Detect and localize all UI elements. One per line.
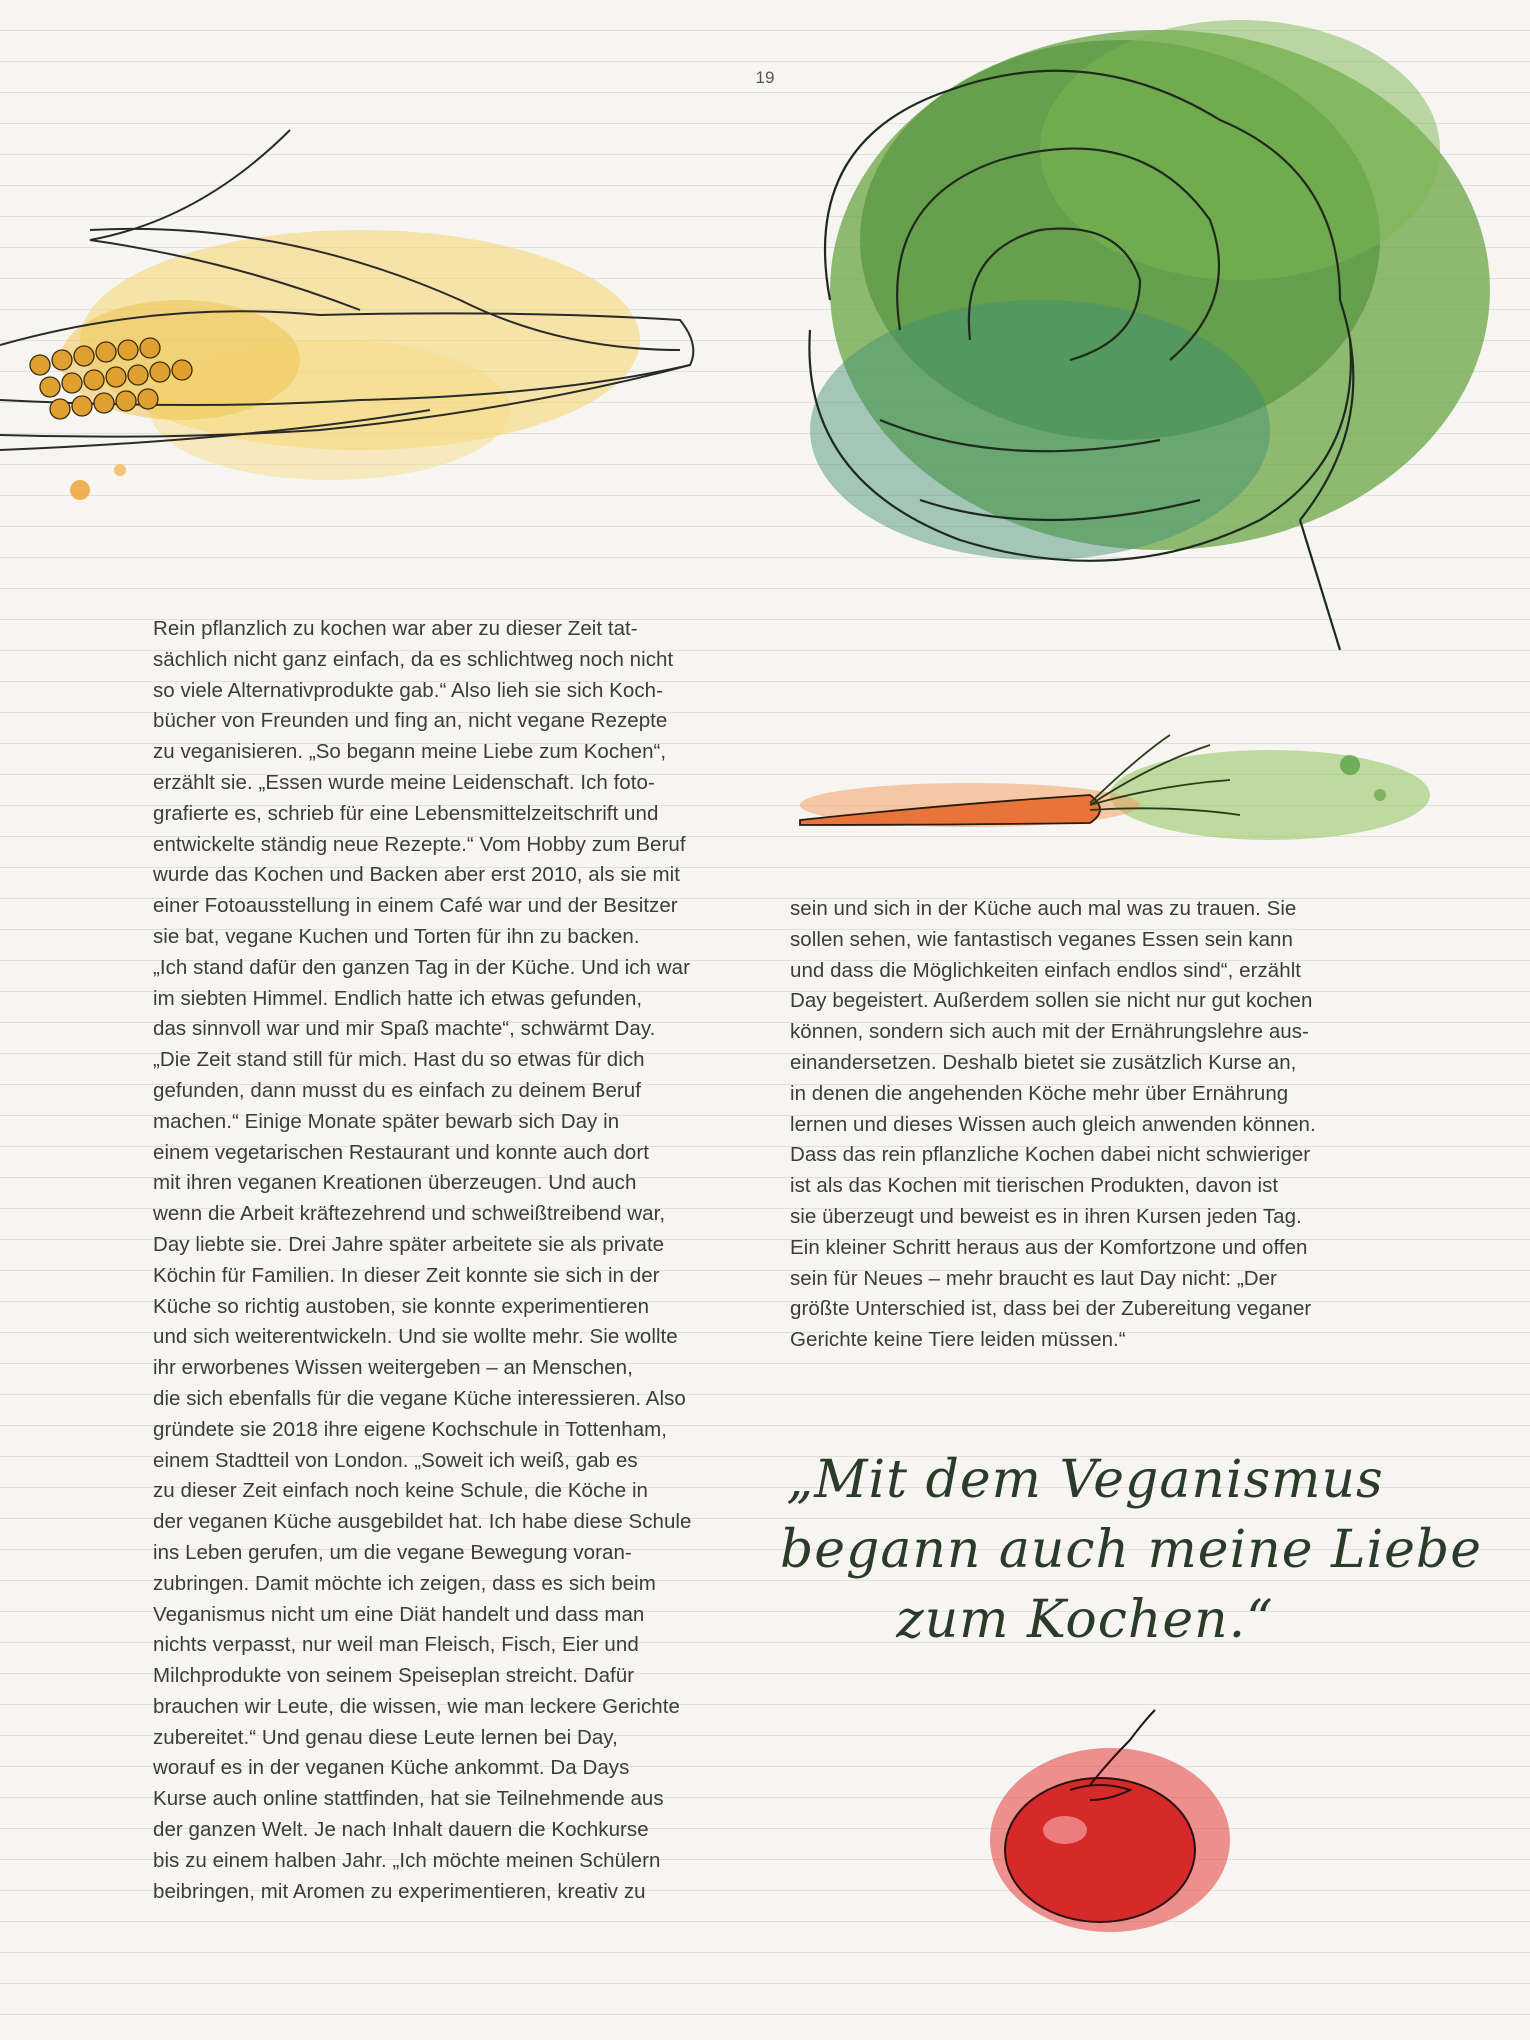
text-line: Kurse auch online stattfinden, hat sie Teilnehmende aus: [153, 1787, 664, 1811]
text-line: zubereitet.“ Und genau diese Leute lernen bei Day,: [153, 1725, 618, 1749]
text-line: und dass die Möglichkeiten einfach endlos sind“, erzählt: [790, 958, 1302, 982]
text-line: so viele Alternativprodukte gab.“ Also lieh sie sich Koch-: [153, 678, 663, 702]
corn-illustration: [0, 110, 740, 510]
text-line: Ein kleiner Schritt heraus aus der Komfortzone und offen: [790, 1235, 1308, 1259]
text-line: sein und sich in der Küche auch mal was zu trauen. Sie: [790, 897, 1297, 920]
text-line: sie bat, vegane Kuchen und Torten für ihn zu backen.: [153, 924, 640, 948]
text-line: bis zu einem halben Jahr. „Ich möchte meinen Schülern: [153, 1848, 661, 1872]
text-line: nichts verpasst, nur weil man Fleisch, Fisch, Eier und: [153, 1633, 639, 1657]
text-line: erzählt sie. „Essen wurde meine Leidenschaft. Ich foto-: [153, 770, 655, 794]
text-line: machen.“ Einige Monate später bewarb sich Day in: [153, 1109, 620, 1133]
pull-quote-line: begann auch meine Liebe: [780, 1520, 1482, 1580]
text-line: Köchin für Familien. In dieser Zeit konnte sie sich in der: [153, 1263, 660, 1287]
text-line: die sich ebenfalls für die vegane Küche interessieren. Also: [153, 1386, 686, 1410]
text-line: können, sondern sich auch mit der Ernährungslehre aus-: [790, 1020, 1309, 1044]
text-line: gefunden, dann musst du es einfach zu deinem Beruf: [153, 1078, 641, 1102]
text-line: Küche so richtig austoben, sie konnte experimentieren: [153, 1294, 650, 1318]
text-line: größte Unterschied ist, dass bei der Zubereitung veganer: [790, 1297, 1312, 1321]
pull-quote-line: zum Kochen.“: [896, 1590, 1274, 1650]
text-line: Gerichte keine Tiere leiden müssen.“: [790, 1328, 1126, 1352]
text-line: sollen sehen, wie fantastisch veganes Essen sein kann: [790, 927, 1293, 951]
cabbage-illustration: [740, 0, 1530, 660]
text-line: sächlich nicht ganz einfach, da es schlichtweg noch nicht: [153, 647, 674, 671]
text-line: der ganzen Welt. Je nach Inhalt dauern die Kochkurse: [153, 1818, 649, 1842]
text-line: sie überzeugt und beweist es in ihren Kursen jeden Tag.: [790, 1204, 1302, 1228]
text-line: wenn die Arbeit kräftezehrend und schweißtreibend war,: [153, 1202, 666, 1226]
text-line: und sich weiterentwickeln. Und sie wollte mehr. Sie wollte: [153, 1325, 678, 1349]
text-line: einer Fotoausstellung in einem Café war und der Besitzer: [153, 894, 678, 918]
text-line: Veganismus nicht um eine Diät handelt und dass man: [153, 1602, 645, 1626]
text-line: zu dieser Zeit einfach noch keine Schule, die Köche in: [153, 1479, 648, 1503]
text-line: einem Stadtteil von London. „Soweit ich weiß, gab es: [153, 1448, 638, 1472]
text-line: „Die Zeit stand still für mich. Hast du so etwas für dich: [153, 1048, 645, 1072]
text-line: in denen die angehenden Köche mehr über Ernährung: [790, 1081, 1289, 1105]
text-line: grafierte es, schrieb für eine Lebensmittelzeitschrift und: [153, 801, 659, 825]
pull-quote-line: „Mit dem Veganismus: [786, 1450, 1384, 1510]
text-line: „Ich stand dafür den ganzen Tag in der Küche. Und ich war: [153, 955, 690, 979]
text-line: ins Leben gerufen, um die vegane Bewegung voran-: [153, 1540, 632, 1564]
text-line: sein für Neues – mehr braucht es laut Day nicht: „Der: [790, 1266, 1277, 1290]
text-line: worauf es in der veganen Küche ankommt. Da Days: [153, 1756, 630, 1780]
text-line: zu veganisieren. „So begann meine Liebe zum Kochen“,: [153, 740, 667, 764]
text-line: das sinnvoll war und mir Spaß machte“, schwärmt Day.: [153, 1017, 656, 1041]
text-line: der veganen Küche ausgebildet hat. Ich habe diese Schule: [153, 1510, 692, 1534]
text-line: Milchprodukte von seinem Speiseplan streicht. Dafür: [153, 1664, 635, 1688]
text-line: ihr erworbenes Wissen weitergeben – an Menschen,: [153, 1356, 633, 1380]
tomato-illustration: [970, 1700, 1250, 1940]
text-line: Rein pflanzlich zu kochen war aber zu dieser Zeit tat-: [153, 617, 638, 640]
text-line: wurde das Kochen und Backen aber erst 2010, als sie mit: [153, 863, 680, 887]
text-line: bücher von Freunden und fing an, nicht vegane Rezepte: [153, 709, 668, 733]
text-line: Day liebte sie. Drei Jahre später arbeitete sie als private: [153, 1232, 665, 1256]
text-line: im siebten Himmel. Endlich hatte ich etwas gefunden,: [153, 986, 643, 1010]
article-column-left: [153, 614, 743, 1907]
article-column-right: [790, 894, 1380, 1356]
text-line: einandersetzen. Deshalb bietet sie zusätzlich Kurse an,: [790, 1050, 1297, 1074]
text-line: Day begeistert. Außerdem sollen sie nicht nur gut kochen: [790, 989, 1313, 1013]
text-line: brauchen wir Leute, die wissen, wie man leckere Gerichte: [153, 1694, 680, 1718]
text-line: einem vegetarischen Restaurant und konnte auch dort: [153, 1140, 650, 1164]
text-line: beibringen, mit Aromen zu experimentieren, kreativ zu: [153, 1879, 646, 1903]
text-line: zubringen. Damit möchte ich zeigen, dass es sich beim: [153, 1571, 656, 1595]
text-line: mit ihren veganen Kreationen überzeugen. Und auch: [153, 1171, 637, 1195]
pull-quote: [780, 1445, 1482, 1655]
text-line: Dass das rein pflanzliche Kochen dabei nicht schwieriger: [790, 1143, 1311, 1167]
text-line: ist als das Kochen mit tierischen Produkten, davon ist: [790, 1174, 1279, 1198]
carrot-illustration: [790, 725, 1440, 855]
text-line: entwickelte ständig neue Rezepte.“ Vom Hobby zum Beruf: [153, 832, 686, 856]
text-line: gründete sie 2018 ihre eigene Kochschule in Tottenham,: [153, 1417, 668, 1441]
text-line: lernen und dieses Wissen auch gleich anwenden können.: [790, 1112, 1316, 1136]
page-number: 19: [755, 68, 775, 87]
